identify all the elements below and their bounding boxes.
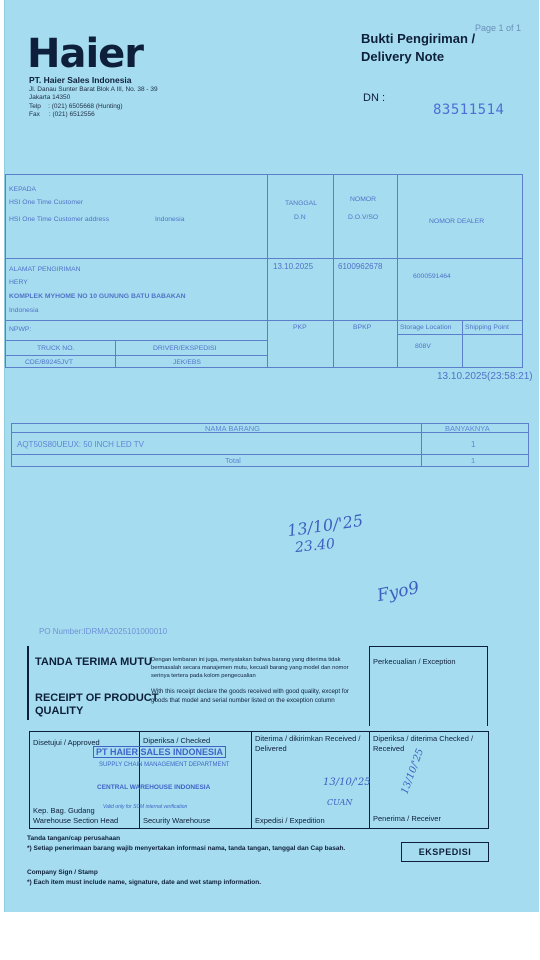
storage-location-label: Storage Location bbox=[400, 324, 452, 331]
truck-value: CDE/B9245JVT bbox=[25, 359, 73, 366]
item-name-header: NAMA BARANG bbox=[205, 424, 261, 433]
pkp-label: PKP bbox=[293, 324, 307, 331]
printed-timestamp: 13.10.2025(23:58:21) bbox=[437, 371, 533, 382]
driver-value: JEK/EBS bbox=[173, 359, 201, 366]
receiver-date-note: 13/10/'25 bbox=[399, 747, 427, 796]
tanggal-label: TANGGAL bbox=[285, 200, 317, 207]
nomor-sub: D.O.V/SO bbox=[348, 214, 379, 221]
sign-label-en: Company Sign / Stamp bbox=[27, 869, 98, 876]
note-id: *) Setiap penerimaan barang wajib menyertakan informasi nama, tanda tangan, tanggal dan Cap basah. bbox=[27, 845, 346, 852]
handwritten-date: 13/10/'25 bbox=[286, 510, 365, 541]
dn-label: DN : bbox=[363, 92, 385, 104]
sign-label-id: Tanda tangan/cap perusahaan bbox=[27, 835, 121, 842]
delivery-country: Indonesia bbox=[9, 307, 39, 314]
date-value: 13.10.2025 bbox=[273, 262, 314, 271]
checked-label: Diperiksa / Checked bbox=[143, 736, 211, 745]
receiver-label: Penerima / Receiver bbox=[373, 814, 441, 823]
po-number: PO Number:IDRMA2025101000010 bbox=[39, 627, 168, 636]
expedition-name: CUAN bbox=[327, 798, 353, 807]
truck-label: TRUCK NO. bbox=[37, 345, 75, 352]
recipient-name: HERY bbox=[9, 279, 28, 286]
customer-name: HSI One Time Customer bbox=[9, 199, 84, 206]
receipt-title-en: RECEIPT OF PRODUCT QUALITY bbox=[35, 692, 159, 717]
handwritten-signature: Fyo9 bbox=[375, 577, 422, 607]
receipt-text-en: With this receipt declare the goods received with good quality, except for goods that model and serial number listed on the exception column bbox=[151, 688, 349, 704]
order-number: 6100962678 bbox=[338, 262, 383, 271]
company-name: PT. Haier Sales Indonesia bbox=[29, 75, 132, 85]
total-value: 1 bbox=[471, 456, 476, 465]
exception-label: Perkecualian / Exception bbox=[373, 657, 456, 666]
haier-logo: Haier bbox=[27, 31, 144, 77]
document-title: Bukti Pengiriman / Delivery Note bbox=[361, 31, 476, 64]
bpkp-label: BPKP bbox=[353, 324, 372, 331]
dn-number: 83511514 bbox=[433, 102, 505, 118]
warehouse-stamp: PT HAIER SALES INDONESIA SUPPLY CHAIN MANAGEMENT DEPARTMENT CENTRAL WAREHOUSE INDONESIA Valid only for SCM internal verification bbox=[93, 738, 243, 830]
company-address: Jl. Danau Sunter Barat Blok A III, No. 38 - 39 Jakarta 14350 Telp : (021) 6505668 (Hunting) Fax : (021) 6512556 bbox=[29, 86, 158, 118]
ekspedisi-badge: EKSPEDISI bbox=[401, 842, 489, 862]
note-en: *) Each item must include name, signature, date and wet stamp information. bbox=[27, 879, 262, 886]
item-name: AQT50S80UEUX: 50 INCH LED TV bbox=[17, 440, 145, 449]
item-qty: 1 bbox=[471, 440, 476, 449]
npwp-label: NPWP: bbox=[9, 326, 32, 333]
page-number: Page 1 of 1 bbox=[475, 23, 522, 33]
shipping-point-label: Shipping Point bbox=[465, 324, 509, 331]
expedition-date-note: 13/10/'25 bbox=[323, 777, 371, 788]
customer-address: HSI One Time Customer address bbox=[9, 216, 110, 223]
nomor-dealer-label: NOMOR DEALER bbox=[429, 218, 485, 225]
tanggal-sub: D.N bbox=[294, 214, 306, 221]
delivery-address: KOMPLEK MYHOME NO 10 GUNUNG BATU BABAKAN bbox=[9, 293, 186, 300]
receipt-title-id: TANDA TERIMA MUTU bbox=[35, 656, 152, 668]
approved-label: Disetujui / Approved bbox=[33, 738, 100, 747]
handwritten-time: 23.40 bbox=[294, 535, 336, 557]
delivery-note-sheet bbox=[4, 0, 539, 912]
total-label: Total bbox=[225, 456, 241, 465]
alamat-label: ALAMAT PENGIRIMAN bbox=[9, 266, 81, 273]
security-warehouse-label: Security Warehouse bbox=[143, 816, 211, 825]
storage-location-value: 808V bbox=[415, 343, 431, 350]
receipt-text-id: Dengan lembaran ini juga, menyatakan bahwa barang yang diterima tidak bermasalah secara manajemen mutu, kecuali barang yang model dan nomor serinya tertera pada kolom pengecualian bbox=[151, 657, 349, 679]
delivered-label: Diterima / dikirimkan Received / Delivered bbox=[255, 734, 361, 753]
item-qty-header: BANYAKNYA bbox=[445, 424, 490, 433]
checked-received-label: Diperiksa / diterima Checked / Received bbox=[373, 734, 474, 753]
customer-country: Indonesia bbox=[155, 216, 185, 223]
kepada-label: KEPADA bbox=[9, 186, 37, 193]
dealer-number: 6000591464 bbox=[413, 273, 451, 280]
expedition-label: Expedisi / Expedition bbox=[255, 816, 325, 825]
nomor-label: NOMOR bbox=[350, 196, 377, 203]
driver-label: DRIVER/EKSPEDISI bbox=[153, 345, 217, 352]
warehouse-head-label: Kep. Bag. Gudang Warehouse Section Head bbox=[33, 806, 119, 825]
